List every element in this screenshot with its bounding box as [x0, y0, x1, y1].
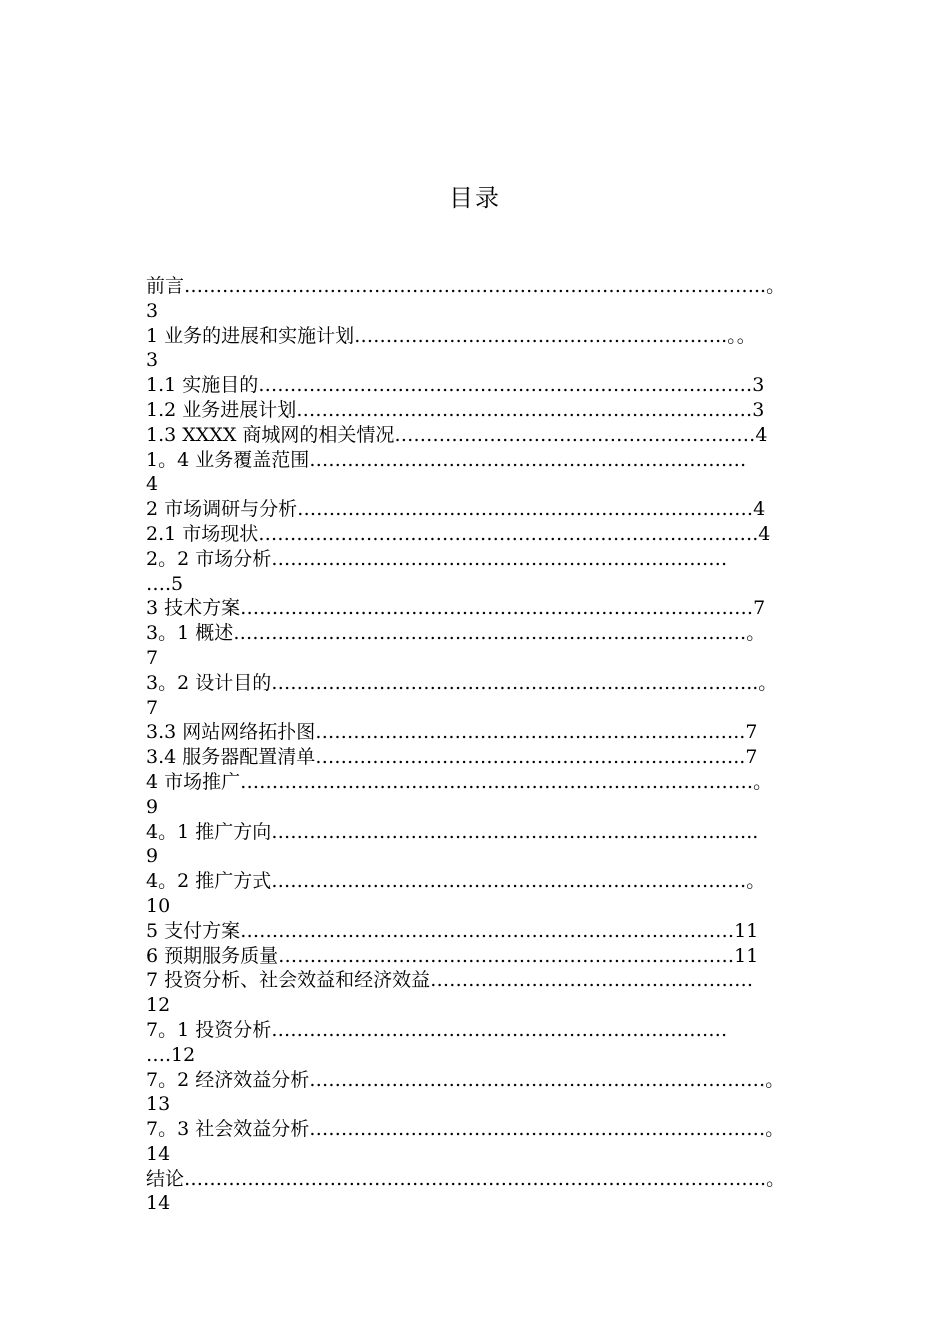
- toc-line: 3 技术方案………………………………………………………………………7: [146, 597, 766, 620]
- toc-line: 1。4 业务覆盖范围……………………………………………………………: [146, 448, 747, 471]
- toc-line: 2。2 市场分析………………………………………………………………: [146, 547, 728, 570]
- toc-line: 12: [146, 994, 171, 1017]
- toc-line: 7。3 社会效益分析………………………………………………………………。: [146, 1118, 785, 1141]
- toc-line: 5 支付方案……………………………………………………………………11: [146, 919, 759, 942]
- toc-line: 1.2 业务进展计划………………………………………………………………3: [146, 398, 765, 421]
- toc-line: 13: [146, 1093, 171, 1116]
- toc-line: 9: [146, 795, 159, 818]
- toc-line: 4: [146, 473, 159, 496]
- toc-line: 3。1 概述………………………………………………………………………。: [146, 622, 766, 645]
- toc-line: 7 投资分析、社会效益和经济效益……………………………………………: [146, 969, 754, 992]
- toc-line: 3.3 网站网络拓扑图…………………………………………………………..7: [146, 721, 758, 744]
- toc-line: 3: [146, 299, 159, 322]
- toc-line: 前言………………………………………………………………………………..。: [146, 275, 786, 297]
- toc-line: 结论………………………………………………………………………………..。: [146, 1167, 786, 1190]
- toc-line: 3.4 服务器配置清单…………………………………………………………..7: [146, 746, 758, 769]
- toc-line: 10: [146, 894, 171, 917]
- toc-line: ….5: [146, 572, 184, 595]
- toc-line: 2 市场调研与分析………………………………………………………………4: [146, 498, 766, 521]
- toc-line: 14: [146, 1192, 171, 1215]
- toc-line: 7。2 经济效益分析………………………………………………………………。: [146, 1068, 785, 1091]
- toc-line: 4。2 推广方式…………………………………………………………………。: [146, 870, 766, 893]
- toc-line: ….12: [146, 1043, 196, 1066]
- toc-line: 3: [146, 349, 159, 372]
- toc-line: 7: [146, 696, 159, 719]
- toc-line: 1.3 XXXX 商城网的相关情况…………………………………………………4: [146, 423, 768, 446]
- toc-line: 7: [146, 646, 159, 669]
- toc-line: 1.1 实施目的……………………………………………………………………3: [146, 374, 765, 397]
- toc-line: 6 预期服务质量………………………………………………………………11: [146, 944, 759, 967]
- toc-line: 14: [146, 1142, 171, 1165]
- table-of-contents: [146, 274, 826, 1216]
- toc-line: 7。1 投资分析………………………………………………………………: [146, 1018, 728, 1041]
- toc-line: 4 市场推广………………………………………………………………………。: [146, 770, 773, 793]
- page-title: 目录: [449, 184, 501, 212]
- toc-line: 9: [146, 845, 159, 868]
- toc-line: 2.1 市场现状…………………………………………………………………….4: [146, 522, 771, 545]
- toc-line: 3。2 设计目的…………………………………………………………………..。: [146, 671, 778, 694]
- toc-line: 4。1 推广方向…………………………………………………………………..: [146, 820, 759, 843]
- toc-line: 1 业务的进展和实施计划…………………………………………………..。。: [146, 324, 756, 347]
